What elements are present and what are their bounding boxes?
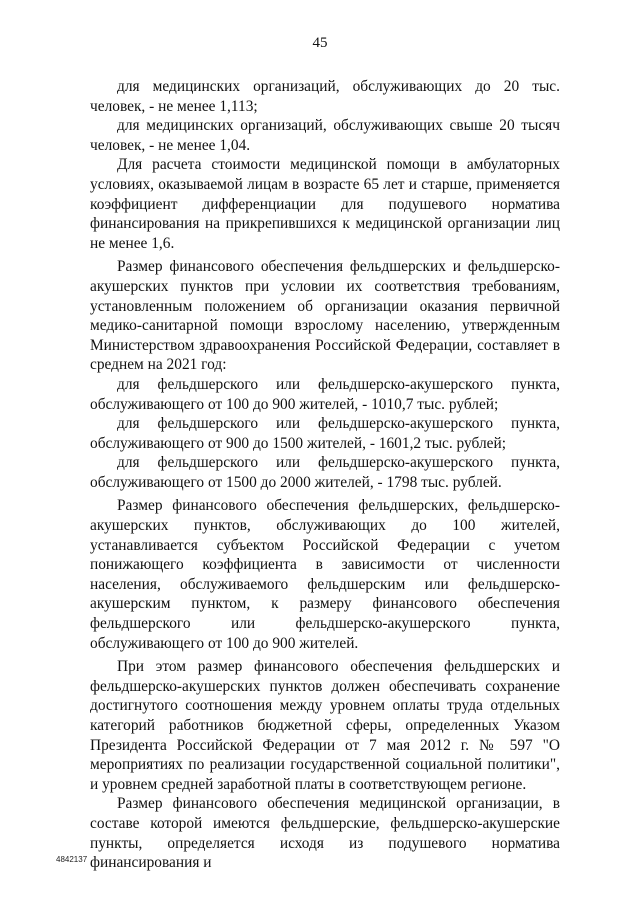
- paragraph-6: для фельдшерского или фельдшерско-акушерского пункта, обслуживающего от 900 до 1500 жителей, - 1601,2 тыс. рублей;: [90, 415, 560, 452]
- page-number: 45: [312, 35, 328, 51]
- paragraph-7: для фельдшерского или фельдшерско-акушерского пункта, обслуживающего от 1500 до 2000 жителей, - 1798 тыс. рублей.: [90, 454, 560, 491]
- paragraph-9: При этом размер финансового обеспечения фельдшерских и фельдшерско-акушерских пунктов должен обеспечивать сохранение достигнутого соотношения между уровнем оплаты труда отдельных категорий работников бюджетной сферы, определенных Указом Президента Российской Федерации от 7 мая 2012 г. № 597 "О мероприятиях по реализации государственной социальной политики", и уровнем средней заработной платы в соответствующем регионе.: [90, 658, 560, 793]
- paragraph-8: Размер финансового обеспечения фельдшерских, фельдшерско-акушерских пунктов, обслуживающих до 100 жителей, устанавливается субъектом Российской Федерации с учетом понижающего коэффициента в зависимости от численности населения, обслуживаемого фельдшерским или фельдшерско-акушерским пунктом, к размеру финансового обеспечения фельдшерского или фельдшерско-акушерского пункта, обслуживающего от 100 до 900 жителей.: [90, 497, 560, 652]
- paragraph-10: Размер финансового обеспечения медицинской организации, в составе которой имеются фельдшерские, фельдшерско-акушерские пункты, определяется исходя из подушевого норматива финансирования и: [90, 795, 560, 872]
- paragraph-2: для медицинских организаций, обслуживающих свыше 20 тысяч человек, - не менее 1,04.: [90, 117, 560, 154]
- paragraph-1: для медицинских организаций, обслуживающих до 20 тыс. человек, - не менее 1,113;: [90, 78, 560, 115]
- document-code: 4842137: [56, 855, 88, 864]
- paragraph-3: Для расчета стоимости медицинской помощи в амбулаторных условиях, оказываемой лицам в возрасте 65 лет и старше, применяется коэффициент дифференциации для подушевого норматива финансирования на прикрепившихся к медицинской организации лиц не менее 1,6.: [90, 156, 560, 252]
- body-text: [90, 77, 560, 873]
- paragraph-5: для фельдшерского или фельдшерско-акушерского пункта, обслуживающего от 100 до 900 жителей, - 1010,7 тыс. рублей;: [90, 375, 560, 413]
- paragraph-4: Размер финансового обеспечения фельдшерских и фельдшерско-акушерских пунктов при условии их соответствия требованиям, установленным положением об организации оказания первичной медико-санитарной помощи взрослому населению, утвержденным Министерством здравоохранения Российской Федерации, составляет в среднем на 2021 год:: [90, 258, 560, 374]
